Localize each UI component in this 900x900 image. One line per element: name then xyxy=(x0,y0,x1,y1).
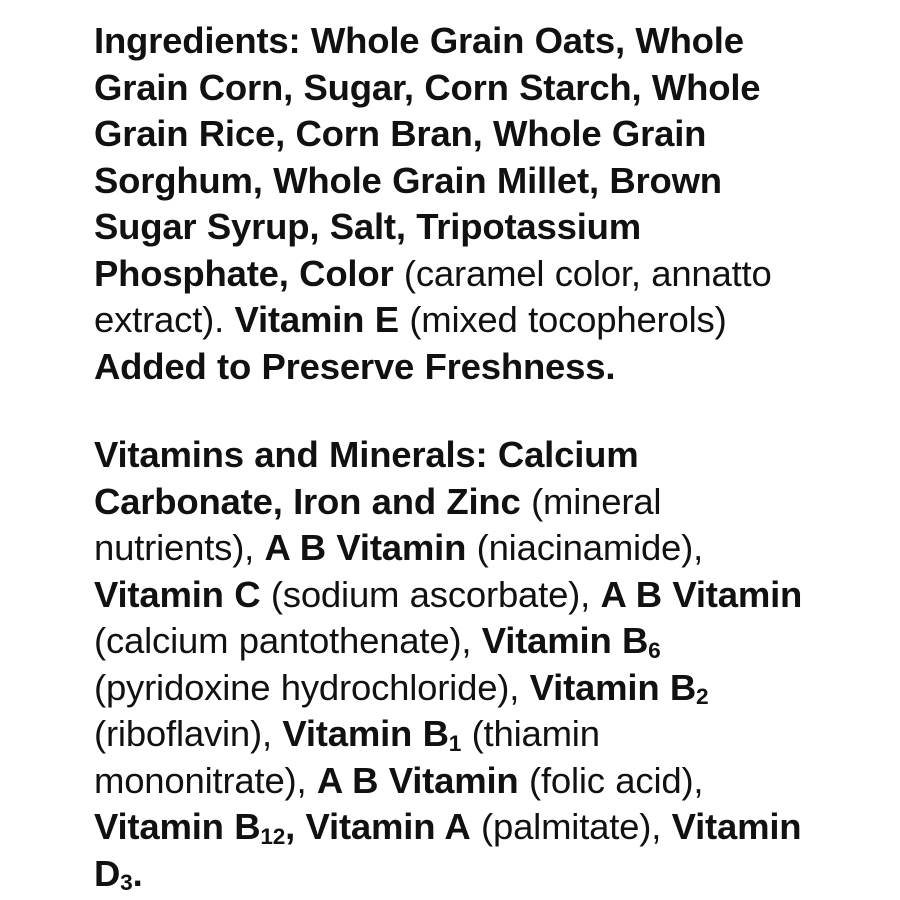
folic-acid-detail: (folic acid), xyxy=(528,759,704,801)
ab-vitamin-folic-acid-label: A B Vitamin xyxy=(316,759,519,801)
palmitate-detail: (palmitate), xyxy=(481,806,662,847)
thiamin-detail: (thiamin mononitrate), xyxy=(94,713,600,801)
vitamin-b6-label: Vitamin $B_6$ xyxy=(481,620,661,663)
vitamins-heading-and-minerals: Vitamins and Minerals: Calcium Carbonate, Iron and Zinc xyxy=(94,434,639,522)
ab-vitamin-niacinamide-label: A B Vitamin xyxy=(264,527,467,568)
vitamin-b2-subscript: 2 xyxy=(696,684,709,710)
vitamin-c-detail: (sodium ascorbate), xyxy=(270,573,591,615)
pyridoxine-detail: (pyridoxine hydrochloride), xyxy=(94,666,520,708)
vitamin-b2-label: Vitamin $B_2$ xyxy=(529,666,709,710)
niacinamide-detail: (niacinamide), xyxy=(476,527,704,568)
ab-vitamin-pantothenate-label: A B Vitamin xyxy=(600,573,803,615)
vitamin-d3-subscript: 3 xyxy=(120,870,133,896)
vitamin-c-label: Vitamin C xyxy=(94,573,261,615)
vitamin-b1-label: Vitamin $B_1$ xyxy=(282,713,462,756)
vitamin-e-label: Vitamin E xyxy=(234,299,399,340)
vitamin-d3-label: Vitamin $D_3$. xyxy=(94,806,802,896)
riboflavin-detail: (riboflavin), xyxy=(94,713,272,754)
vitamin-b12-and-a-label: Vitamin $B_{12}$, Vitamin A xyxy=(94,806,471,849)
ingredients-heading-and-list: Ingredients: Whole Grain Oats, Whole Grain Corn, Sugar, Corn Starch, Whole Grain Rice, Corn Bran, Whole Grain Sorghum, Whole Grain Millet, Brown Sugar Syrup, Salt, Tripotassium Phosphate, Color xyxy=(94,20,761,294)
vitamin-b12-subscript: 12 xyxy=(260,823,286,849)
preservative-note: Added to Preserve Freshness. xyxy=(94,345,616,387)
vitamin-e-detail: (mixed tocopherols) xyxy=(409,299,727,340)
ingredients-color-detail: (caramel color, annatto extract). xyxy=(94,252,772,340)
ingredients-paragraph xyxy=(94,18,808,390)
vitamin-b6-subscript: 6 xyxy=(648,637,661,663)
vitamin-b1-subscript: 1 xyxy=(448,730,462,756)
calcium-pantothenate-detail: (calcium pantothenate), xyxy=(94,620,472,661)
vitamins-minerals-paragraph xyxy=(94,432,808,897)
mineral-nutrients-detail: (mineral nutrients), xyxy=(94,480,662,568)
